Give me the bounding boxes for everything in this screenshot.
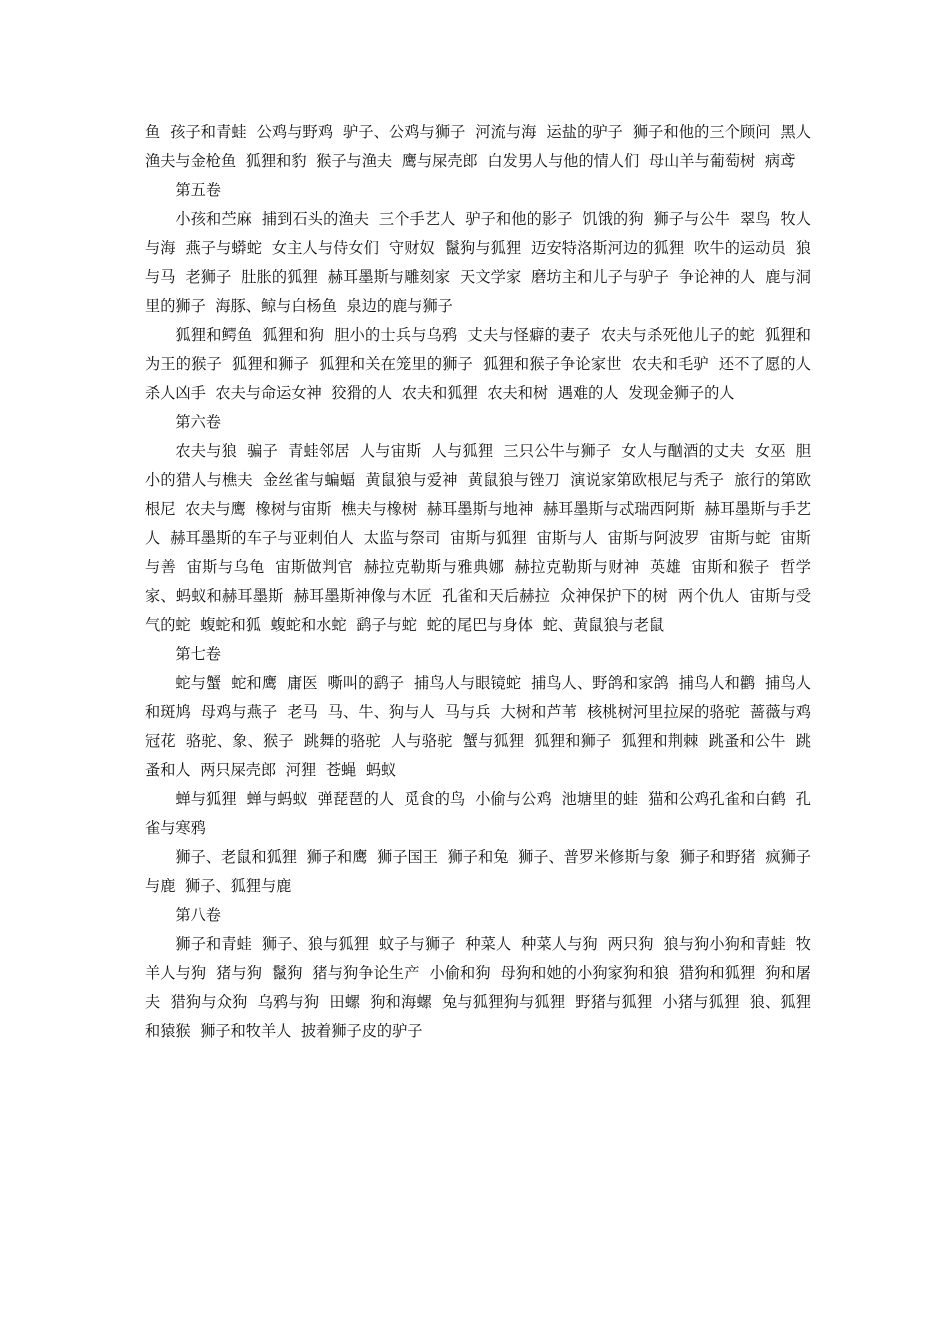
volume-heading-8: 第八卷 [175,906,221,924]
paragraph-volume-7-a: 蛇与蟹 蛇和鹰 庸医 嘶叫的鹞子 捕鸟人与眼镜蛇 捕鸟人、野鸽和家鸽 捕鸟人和鹳 捕鸟人和斑鸠 母鸡与燕子 老马 马、牛、狗与人 马与兵 大树和芦苇 核桃树河里拉屎的骆驼 蔷薇与鸡冠花 骆驼、象、猴子 跳舞的骆驼 人与骆驼 蟹与狐狸 狐狸和狮子 狐狸和荆棘 跳蚤和公牛 跳蚤和人 两只屎壳郎 河狸 苍蝇 蚂蚁 [145,674,811,779]
document-page [145,118,821,1046]
paragraph-volume-6: 农夫与狼 骗子 青蛙邻居 人与宙斯 人与狐狸 三只公牛与狮子 女人与酗酒的丈夫 女巫 胆小的猎人与樵夫 金丝雀与蝙蝠 黄鼠狼与爱神 黄鼠狼与锉刀 演说家第欧根尼与秃子 旅行的第欧根尼 农夫与鹰 橡树与宙斯 樵夫与橡树 赫耳墨斯与地神 赫耳墨斯与忒瑞西阿斯 赫耳墨斯与手艺人 赫耳墨斯的车子与亚剌伯人 太监与祭司 宙斯与狐狸 宙斯与人 宙斯与阿波罗 宙斯与蛇 宙斯与善 宙斯与乌龟 宙斯做判官 赫拉克勒斯与雅典娜 赫拉克勒斯与财神 英雄 宙斯和猴子 哲学家、蚂蚁和赫耳墨斯 赫耳墨斯神像与木匠 孔雀和天后赫拉 众神保护下的树 两个仇人 宙斯与受气的蛇 蝮蛇和狐 蝮蛇和水蛇 鹞子与蛇 蛇的尾巴与身体 蛇、黄鼠狼与老鼠 [145,442,811,634]
paragraph-volume-7-c: 狮子、老鼠和狐狸 狮子和鹰 狮子国王 狮子和兔 狮子、普罗米修斯与象 狮子和野猪 疯狮子与鹿 狮子、狐狸与鹿 [145,848,811,895]
paragraph-volume-5-a: 小孩和苎麻 捕到石头的渔夫 三个手艺人 驴子和他的影子 饥饿的狗 狮子与公牛 翠鸟 牧人与海 燕子与蟒蛇 女主人与侍女们 守财奴 鬣狗与狐狸 迈安特洛斯河边的狐狸 吹牛的运动员 狼与马 老狮子 肚胀的狐狸 赫耳墨斯与雕刻家 天文学家 磨坊主和儿子与驴子 争论神的人 鹿与洞里的狮子 海豚、鲸与白杨鱼 泉边的鹿与狮子 [145,210,811,315]
volume-heading-5: 第五卷 [175,181,221,199]
volume-heading-6: 第六卷 [175,413,221,431]
paragraph-fables-continued: 鱼 孩子和青蛙 公鸡与野鸡 驴子、公鸡与狮子 河流与海 运盐的驴子 狮子和他的三个顾问 黑人 渔夫与金枪鱼 狐狸和豹 猴子与渔夫 鹰与屎壳郎 白发男人与他的情人们 母山羊与葡萄树 病鸢 [145,123,821,170]
paragraph-volume-5-b: 狐狸和鳄鱼 狐狸和狗 胆小的士兵与乌鸦 丈夫与怪癖的妻子 农夫与杀死他儿子的蛇 狐狸和为王的猴子 狐狸和狮子 狐狸和关在笼里的狮子 狐狸和猴子争论家世 农夫和毛驴 还不了愿的人 杀人凶手 农夫与命运女神 狡猾的人 农夫和狐狸 农夫和树 遇难的人 发现金狮子的人 [145,326,821,402]
paragraph-volume-7-b: 蝉与狐狸 蝉与蚂蚁 弹琵琶的人 觅食的鸟 小偷与公鸡 池塘里的蛙 猫和公鸡孔雀和白鹤 孔雀与寒鸦 [145,790,811,837]
volume-heading-7: 第七卷 [175,645,221,663]
paragraph-volume-8: 狮子和青蛙 狮子、狼与狐狸 蚊子与狮子 种菜人 种菜人与狗 两只狗 狼与狗小狗和青蛙 牧羊人与狗 猪与狗 鬣狗 猪与狗争论生产 小偷和狗 母狗和她的小狗家狗和狼 猎狗和狐狸 狗和屠夫 猎狗与众狗 乌鸦与狗 田螺 狗和海螺 兔与狐狸狗与狐狸 野猪与狐狸 小猪与狐狸 狼、狐狸和猿猴 狮子和牧羊人 披着狮子皮的驴子 [145,935,811,1040]
